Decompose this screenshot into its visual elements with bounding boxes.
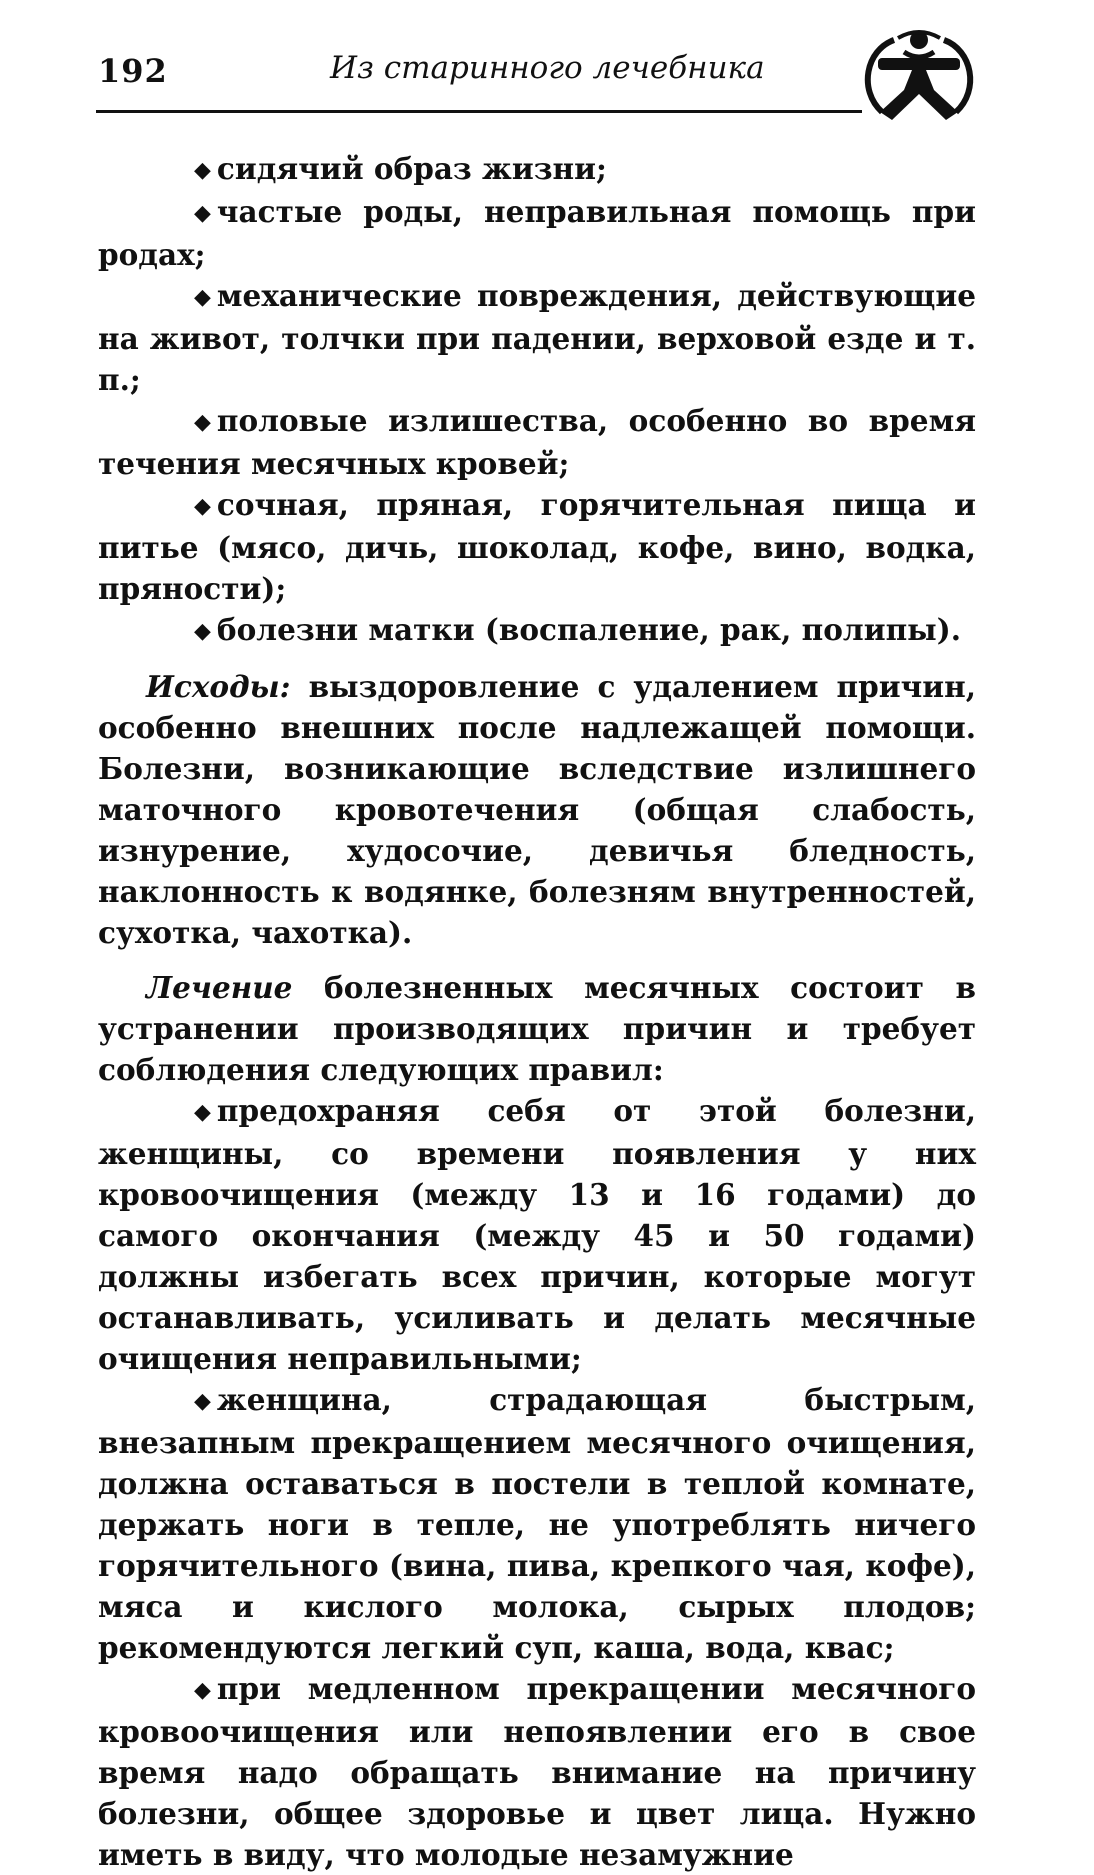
bullet-icon: ◆ xyxy=(194,1099,211,1125)
outcomes-term: Исходы: xyxy=(146,669,291,704)
bullet-icon: ◆ xyxy=(194,618,211,644)
page-header xyxy=(96,28,986,124)
list-item: ◆ женщина, страдающая быстрым, внезапным прекращением месячного очищения, должна оставаться в постели в теплой комнате, держать ноги в тепле, не употреблять ничего горячительного (вина, пива, крепкого чая, кофе), мяса и кислого молока, сырых плодов; рекомендуются легкий суп, каша, вода, квас; xyxy=(98,1382,976,1665)
list-item: ◆ частые роды, неправильная помощь при родах; xyxy=(98,194,976,272)
treatment-paragraph: Лечение болезненных месячных состоит в устранении производящих причин и требует соблюдения следующих правил: xyxy=(98,970,976,1087)
list-item: ◆ сочная, пряная, горячительная пища и питье (мясо, дичь, шоколад, кофе, вино, водка, пряности); xyxy=(98,487,976,606)
treatment-term: Лечение xyxy=(146,970,293,1005)
bullet-icon: ◆ xyxy=(194,157,211,183)
bullet-icon: ◆ xyxy=(194,1677,211,1703)
bullet-icon: ◆ xyxy=(194,200,211,226)
bullet-icon: ◆ xyxy=(194,493,211,519)
figure-emblem-icon xyxy=(854,28,984,124)
list-item: ◆ механические повреждения, действующие на живот, толчки при падении, верховой езде и т. п.; xyxy=(98,278,976,397)
list-item: ◆ предохраняя себя от этой болезни, женщины, со времени появления у них кровоочищения (между 13 и 16 годами) до самого окончания (между 45 и 50 годами) должны избегать всех причин, которые могут останавливать, усиливать и делать месячные очищения неправильными; xyxy=(98,1093,976,1376)
bullet-icon: ◆ xyxy=(194,1388,211,1414)
list-item: ◆ сидячий образ жизни; xyxy=(98,148,976,191)
bullet-icon: ◆ xyxy=(194,284,211,310)
page-body xyxy=(98,148,976,1875)
list-item: ◆ половые излишества, особенно во время течения месячных кровей; xyxy=(98,403,976,481)
list-item: ◆ при медленном прекращении месячного кровоочищения или непоявлении его в свое время надо обращать внимание на причину болезни, общее здоровье и цвет лица. Нужно иметь в виду, что молодые незамужние xyxy=(98,1671,976,1872)
running-title: Из старинного лечебника xyxy=(330,50,765,86)
page-number: 192 xyxy=(98,52,168,90)
list-item: ◆ болезни матки (воспаление, рак, полипы). xyxy=(98,609,976,652)
header-rule xyxy=(96,110,862,113)
bullet-icon: ◆ xyxy=(194,409,211,435)
outcomes-paragraph: Исходы: выздоровление с удалением причин, особенно внешних после надлежащей помощи. Болезни, возникающие вследствие излишнего маточного кровотечения (общая слабость, изнурение, худосочие, девичья бледность, наклонность к водянке, болезням внутренностей, сухотка, чахотка). xyxy=(98,669,976,950)
